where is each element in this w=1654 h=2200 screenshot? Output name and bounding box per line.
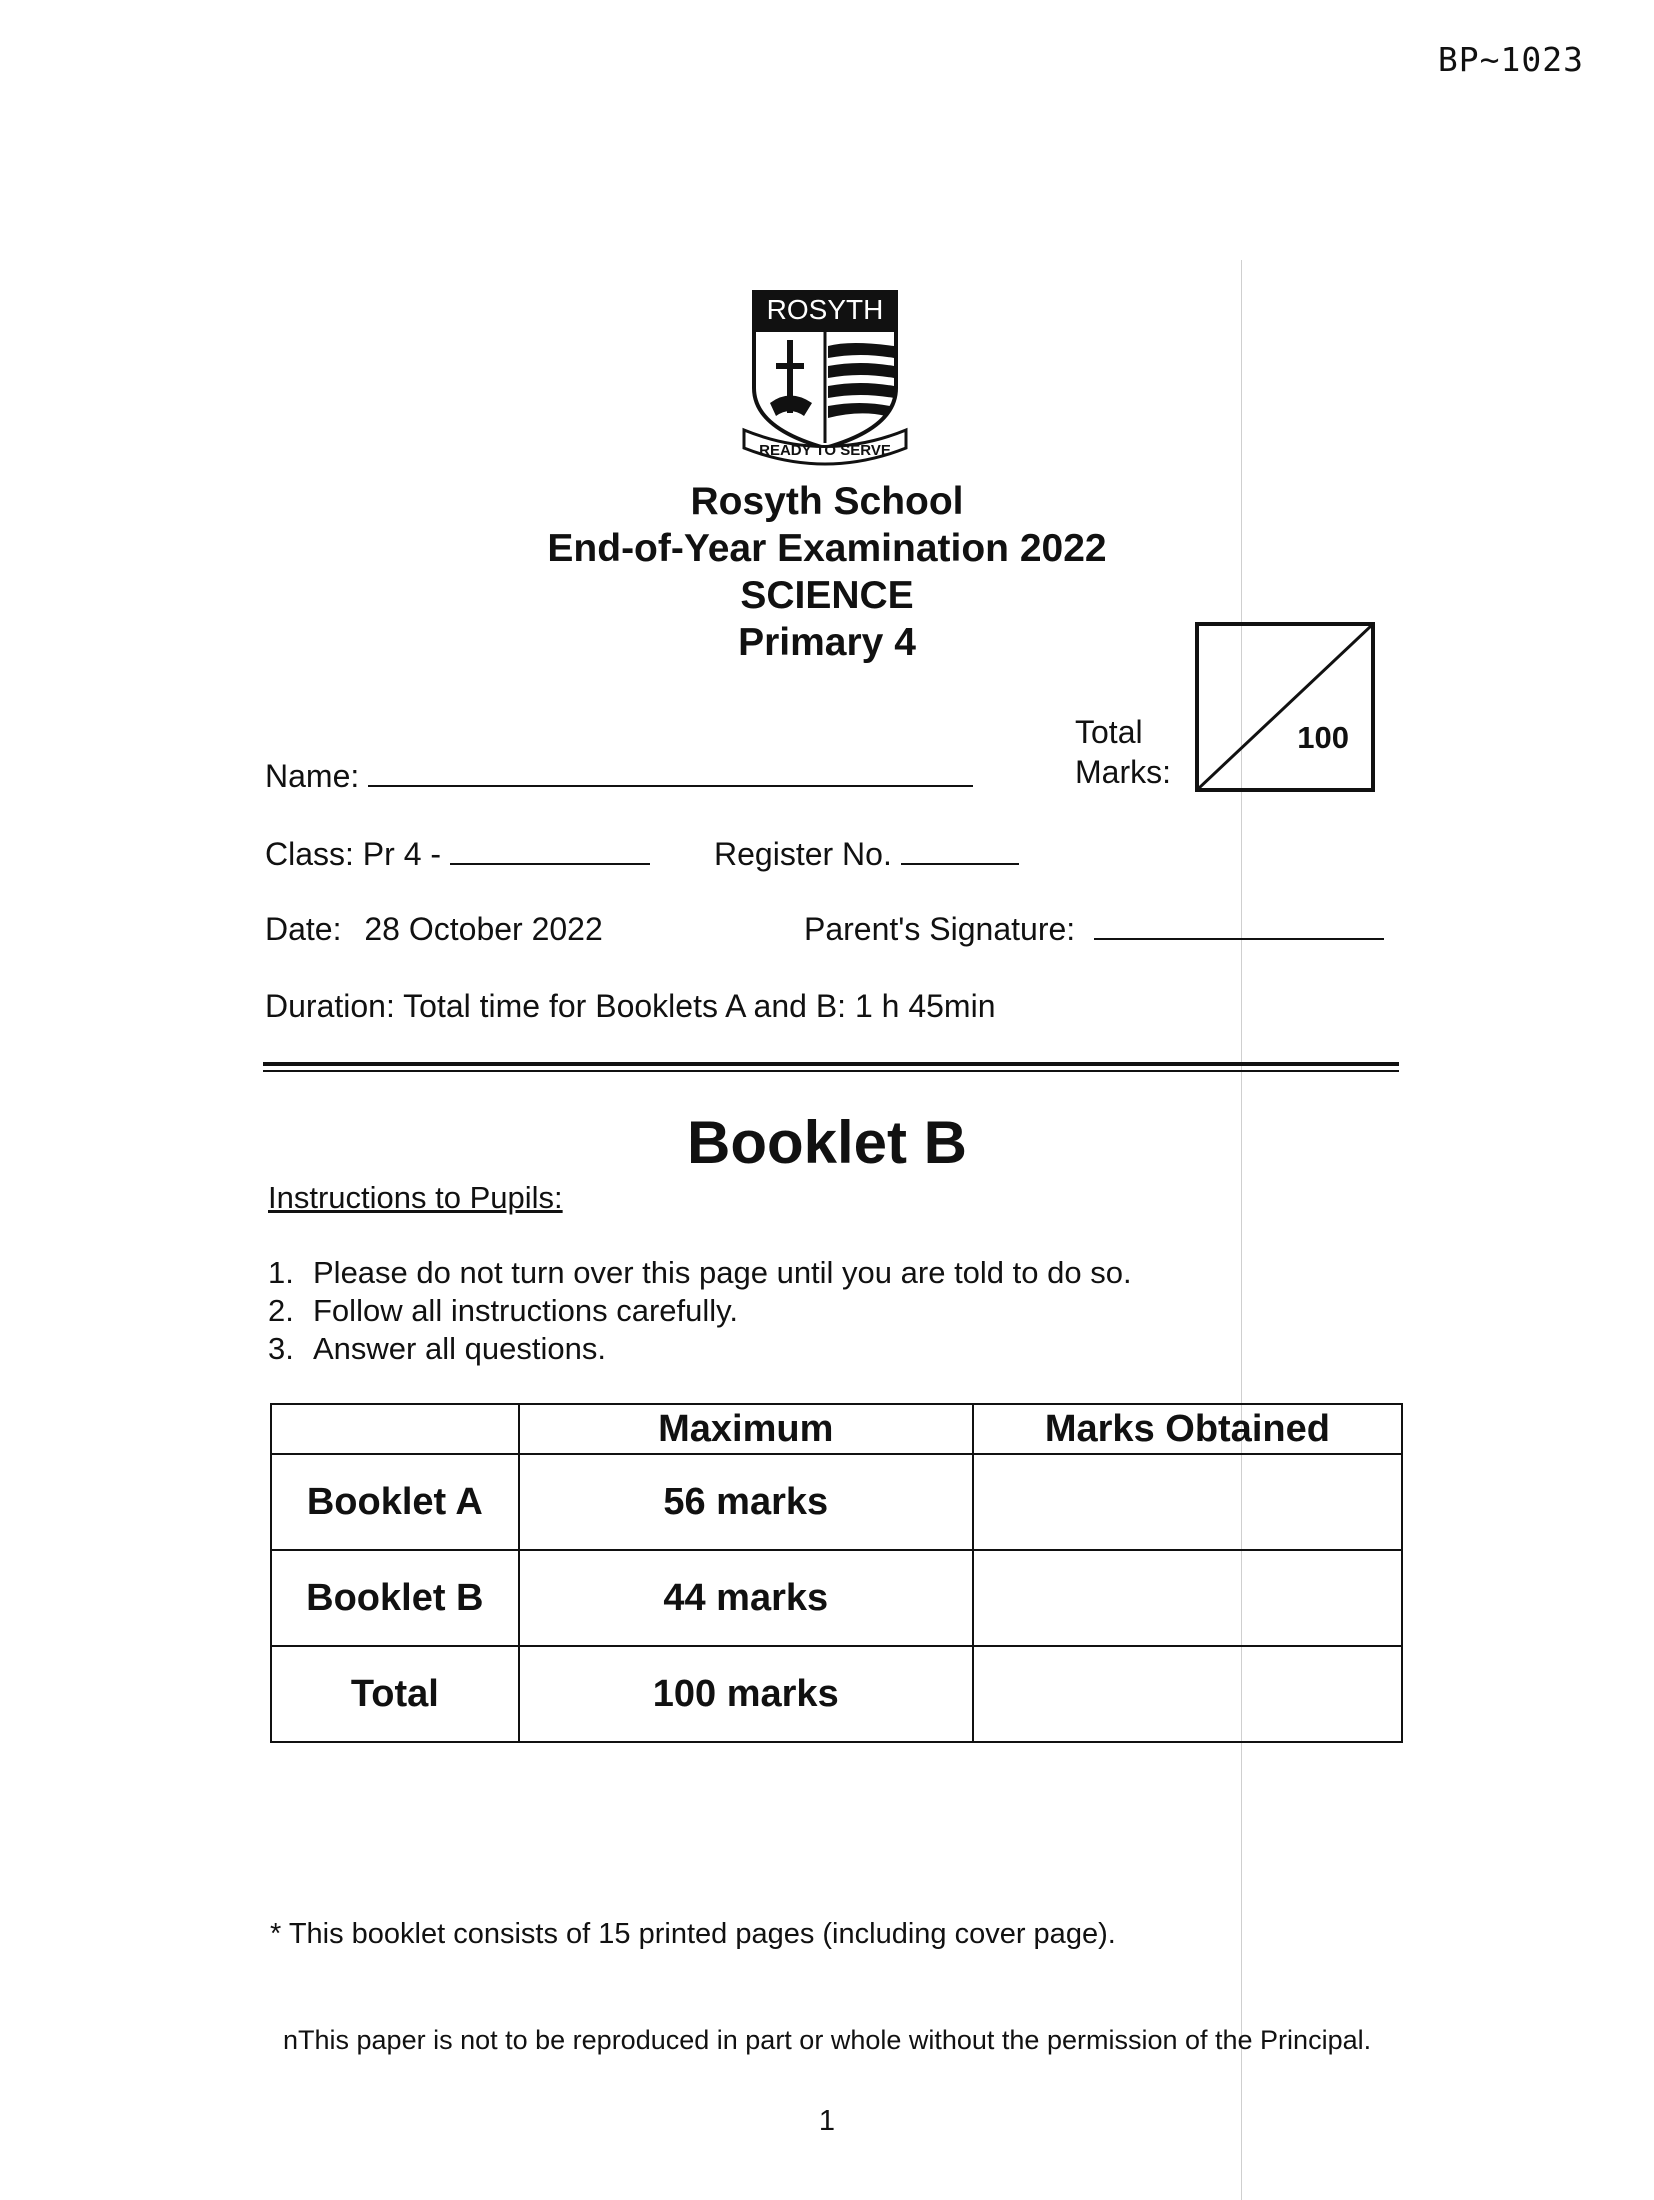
crest-icon [740, 288, 910, 468]
date-value: 28 October 2022 [364, 911, 603, 947]
signature-label: Parent's Signature: [804, 911, 1076, 947]
total-label-line2: Marks: [1075, 754, 1171, 790]
level-title: Primary 4 [738, 621, 916, 664]
diagonal-line-icon [1199, 626, 1371, 788]
class-field[interactable] [265, 836, 650, 873]
table-row [271, 1646, 1402, 1742]
crest-top-text: ROSYTH [766, 294, 884, 325]
header-marks-obtained: Marks Obtained [973, 1404, 1402, 1454]
instructions-list [268, 1254, 1132, 1368]
instructions-title: Instructions to Pupils: [268, 1180, 563, 1215]
row-obtained-cell[interactable] [973, 1646, 1402, 1742]
total-marks-label [1075, 712, 1171, 792]
date-label: Date: [265, 911, 342, 947]
table-row [271, 1550, 1402, 1646]
total-label-line1: Total [1075, 714, 1143, 750]
row-max: 56 marks [519, 1454, 973, 1550]
row-obtained-cell[interactable] [973, 1454, 1402, 1550]
register-field[interactable] [714, 836, 1019, 873]
subject-title: SCIENCE [740, 574, 914, 617]
instruction-item: 1. Please do not turn over this page until you are told to do so. [268, 1255, 1132, 1290]
register-label: Register No. [714, 836, 892, 872]
header-maximum: Maximum [519, 1404, 973, 1454]
class-label: Class: [265, 836, 354, 872]
instruction-item: 2. Follow all instructions carefully. [268, 1293, 738, 1328]
copyright-footer: nThis paper is not to be reproduced in part or whole without the permission of the Principal. [283, 2025, 1372, 2055]
page-number: 1 [818, 2105, 836, 2137]
table-row [271, 1454, 1402, 1550]
register-line[interactable] [901, 863, 1019, 865]
signature-line[interactable] [1094, 938, 1384, 940]
row-label: Booklet A [271, 1454, 519, 1550]
table-header-row [271, 1404, 1402, 1454]
duration-text: Duration: Total time for Booklets A and B: 1 h 45min [265, 988, 996, 1024]
total-marks-box [1195, 622, 1375, 792]
name-field[interactable] [265, 758, 973, 795]
row-max: 100 marks [519, 1646, 973, 1742]
row-max: 44 marks [519, 1550, 973, 1646]
date-field [265, 911, 603, 948]
school-name: Rosyth School [690, 480, 964, 523]
school-crest-logo [740, 288, 910, 468]
divider-thin [263, 1070, 1399, 1072]
crest-motto: READY TO SERVE [759, 442, 891, 459]
exam-title: End-of-Year Examination 2022 [547, 527, 1107, 570]
total-marks-value: 100 [1297, 720, 1349, 755]
marks-table [270, 1403, 1403, 1743]
row-label: Total [271, 1646, 519, 1742]
booklet-title: Booklet B [686, 1109, 968, 1176]
name-label: Name: [265, 758, 360, 794]
class-prefix: Pr 4 - [362, 836, 442, 872]
class-line[interactable] [450, 863, 650, 865]
row-obtained-cell[interactable] [973, 1550, 1402, 1646]
page-count-note: * This booklet consists of 15 printed pages (including cover page). [270, 1918, 1116, 1950]
instruction-item: 3. Answer all questions. [268, 1331, 606, 1366]
signature-field[interactable] [804, 911, 1384, 948]
document-code: BP~1023 [1437, 40, 1584, 79]
row-label: Booklet B [271, 1550, 519, 1646]
header-empty [271, 1404, 519, 1454]
divider-thick [263, 1062, 1399, 1066]
name-line[interactable] [368, 785, 973, 787]
